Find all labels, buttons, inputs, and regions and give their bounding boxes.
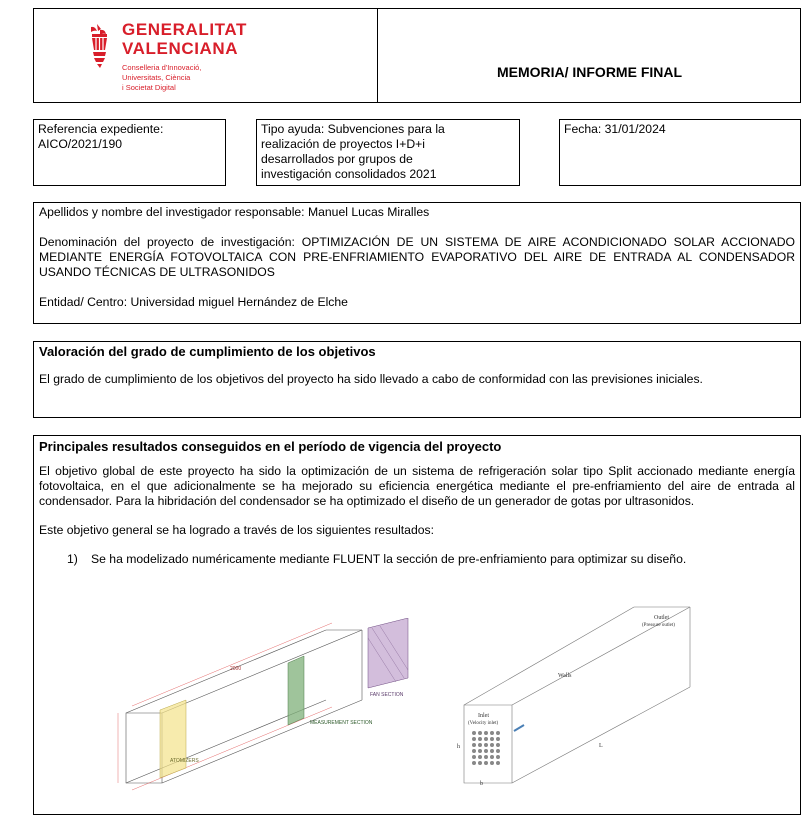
duct-edge [162,630,362,713]
domain-edge [512,687,690,783]
logo-sub-line1: Conselleria d'Innovació, [122,63,202,72]
cfd-domain-diagram [454,605,704,785]
domain-edge [464,607,634,705]
referencia-label: Referencia expediente: [38,122,164,136]
measurement-label: MEASUREMENT SECTION [310,720,373,726]
valoracion-text: El grado de cumplimiento de los objetivos del proyecto ha sido llevado a cabo de conformidad con las previsiones iniciales. [39,372,703,386]
resultados-heading: Principales resultados conseguidos en el período de vigencia del proyecto [39,439,502,454]
denominacion-text: Denominación del proyecto de investigación: OPTIMIZACIÓN DE UN SISTEMA DE AIRE ACONDICIONADO SOLAR ACCIONADO MEDIANTE ENERGÍA FOTOVOLTAICA CON PRE-ENFRIAMIENTO EVAPORATIVO DEL AIRE DE ENTRADA AL CONDENSADOR USANDO TÉCNICAS DE ULTRASONIDOS [39,235,795,279]
result-item-number: 1) [67,552,78,566]
resultados-paragraph: El objetivo global de este proyecto ha sido la optimización de un sistema de refrigeración solar tipo Split accionado mediante energía fotovoltaica, en el que adicionalmente se ha mejorado su eficiencia energética mediante el pre-enfriamiento del aire de entrada al condensador. Para la hibridación del condensador se ha optimizado el diseño de un generador de gotas por ultrasonidos. [39,464,795,508]
bat-emblem-icon [88,23,114,69]
page-title: MEMORIA/ INFORME FINAL [496,64,683,80]
width-label: b [480,781,483,785]
fecha-box [559,119,801,186]
result-item-text: Se ha modelizado numéricamente mediante FLUENT la sección de pre-enfriamiento para optimizar su diseño. [91,552,687,566]
logo-sub-line2: Universitats, Ciència [122,73,191,82]
header-divider [377,9,378,102]
walls-label: Walls [558,673,572,679]
atomizers-label: ATOMIZERS [170,758,199,764]
outlet-label: Outlet [654,615,669,621]
referencia-value: AICO/2021/190 [38,137,123,151]
generalitat-logo [88,20,278,96]
cfd-duct-diagram [112,618,412,793]
measurement-section [288,656,304,725]
inlet-label: Inlet [478,713,489,719]
duct-front-face [126,713,162,783]
logo-sub-line3: i Societat Digital [122,83,176,92]
resultados-paragraph: Este objetivo general se ha logrado a través de los siguientes resultados: [39,523,434,537]
duct-edge [162,700,362,783]
tipo-ayuda-box [256,119,520,186]
tipo-ayuda-line: desarrollados por grupos de [261,152,413,166]
inlet-sub-label: (Velocity inlet) [468,721,499,726]
result-item-1 [39,552,795,567]
height-label: h [457,744,460,750]
header-box [33,8,801,103]
length-label: L [599,743,603,749]
project-box [33,202,801,324]
fecha-text: Fecha: 31/01/2024 [564,122,666,136]
tipo-ayuda-line: investigación consolidados 2021 [261,167,437,181]
domain-edge [512,607,690,705]
fan-label: FAN SECTION [370,692,404,698]
logo-name-line1: GENERALITAT [122,20,247,39]
atomizers-section [160,700,186,778]
dimension-label: 2000 [230,666,242,672]
valoracion-box [33,341,801,418]
referencia-box [33,119,226,186]
tipo-ayuda-line: realización de proyectos I+D+i [261,137,425,151]
tipo-ayuda-line: Tipo ayuda: Subvenciones para la [261,122,445,136]
valoracion-heading: Valoración del grado de cumplimiento de los objetivos [39,344,376,359]
nozzle-grid [472,731,500,765]
logo-name-line2: VALENCIANA [122,39,239,58]
outlet-sub-label: (Pressure outlet) [642,623,675,628]
investigador-text: Apellidos y nombre del investigador responsable: Manuel Lucas Miralles [39,205,430,219]
entidad-text: Entidad/ Centro: Universidad miguel Hernández de Elche [39,295,348,309]
flow-arrow-icon [514,725,524,731]
